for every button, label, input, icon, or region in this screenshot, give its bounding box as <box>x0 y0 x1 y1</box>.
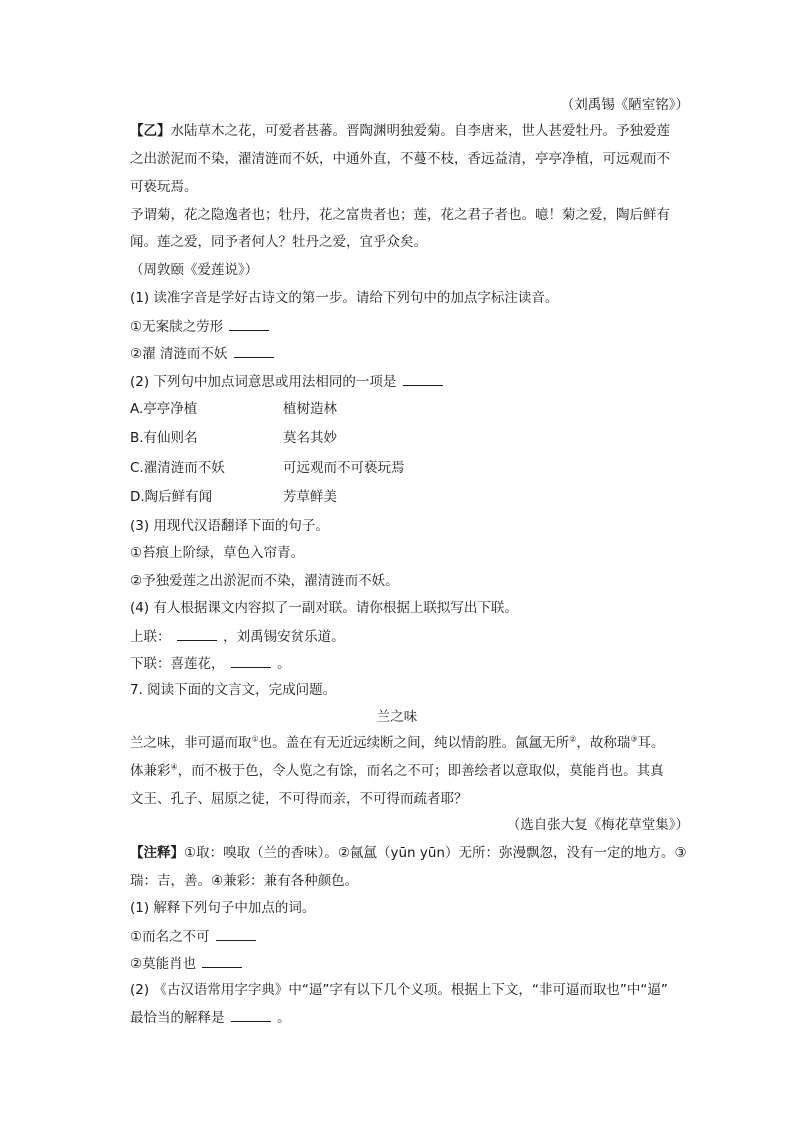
q6-part1-item-b <box>130 343 276 364</box>
q7-part2-prompt: (2) 《古汉语常用字字典》中“逼”字有以下几个义项。根据上下文，“非可逼而取也”中“逼” <box>130 982 668 998</box>
q6-part2-prompt-text: (2) 下列句中加点词意思或用法相同的一项是 <box>130 374 397 390</box>
couplet-lower-pre: 下联：喜莲花， <box>130 656 225 672</box>
passage-yi-line-3: 可亵玩焉。 <box>130 179 198 195</box>
q6-part1-item-a <box>130 316 271 337</box>
q7-part1-item-a-text: ①而名之不可 <box>130 929 210 945</box>
q7-part1-item-b <box>130 953 244 974</box>
option-c-left: C.濯清涟而不妖 <box>130 460 225 476</box>
footnote-marker: ② <box>569 734 577 744</box>
q6-part3-prompt: (3) 用现代汉语翻译下面的句子。 <box>130 518 329 534</box>
passage-lan-text: ，故称瑞 <box>576 735 631 751</box>
q7-part2-answer-pre: 最恰当的解释是 <box>130 1010 225 1026</box>
answer-blank[interactable] <box>216 926 256 941</box>
option-d[interactable] <box>130 487 670 507</box>
answer-blank[interactable] <box>229 316 269 331</box>
passage-yi-line-4: 予谓菊，花之隐逸者也；牡丹，花之富贵者也；莲，花之君子者也。噫！菊之爱，陶后鲜有 <box>130 207 670 223</box>
passage-yi-tag: 【乙】 <box>130 123 171 139</box>
q7-part2-answer-post: 。 <box>277 1010 291 1026</box>
passage-lan-text: 兰之味，非可逼而取 <box>130 735 252 751</box>
couplet-upper-pre: 上联： <box>130 629 171 645</box>
source-ailianshuo: （周敦颐《爱莲说》） <box>130 262 259 278</box>
option-c-right: 可远观而不可亵玩焉 <box>283 460 405 476</box>
option-a[interactable] <box>130 399 670 419</box>
answer-blank[interactable] <box>202 953 242 968</box>
option-b-right: 莫名其妙 <box>283 430 337 446</box>
q6-part4-prompt: (4) 有人根据课文内容拟了一副对联。请你根据上联拟写出下联。 <box>130 600 518 616</box>
q6-part1-prompt: (1) 读准字音是学好古诗文的第一步。请给下列句中的加点字标注读音。 <box>130 290 559 306</box>
q6-part2-prompt <box>130 371 445 392</box>
source-meihua: （选自张大复《梅花草堂集》） <box>506 817 689 833</box>
passage-lan-line-2 <box>130 761 664 781</box>
couplet-upper-post: ，刘禹锡安贫乐道。 <box>223 629 345 645</box>
passage-yi-line-5: 闻。莲之爱，同予者何人？牡丹之爱，宜乎众矣。 <box>130 234 427 250</box>
q7-part1-prompt: (1) 解释下列句子中加点的词。 <box>130 900 316 916</box>
q7-part1-item-a <box>130 926 258 947</box>
passage-lan-text: 也。盖在有无近远续断之间，纯以情韵胜。氤氲无所 <box>258 735 570 751</box>
q7-part1-item-b-text: ②莫能肖也 <box>130 956 197 972</box>
q6-part1-item-b-text: ②濯 清涟而不妖 <box>130 346 228 362</box>
answer-blank[interactable] <box>234 343 274 358</box>
q7-heading: 7. 阅读下面的文言文，完成问题。 <box>130 682 337 698</box>
passage-lan-line-3: 文王、孔子、屈原之徒，不可得而亲，不可得而疏者耶？ <box>130 791 468 807</box>
passage-yi-line-2: 之出淤泥而不染，濯清涟而不妖，中通外直，不蔓不枝，香远益清，亭亭净植，可远观而不 <box>130 151 670 167</box>
q6-part3-item-b: ②予独爱莲之出淤泥而不染，濯清涟而不妖。 <box>130 573 399 589</box>
option-a-left: A.亭亭净植 <box>130 401 198 417</box>
couplet-lower-post: 。 <box>277 656 291 672</box>
q6-part3-item-a: ①苔痕上阶绿，草色入帘青。 <box>130 545 305 561</box>
passage-lan-text: ，而不极于色，令人览之有馀，而名之不可；即善绘者以意取似，莫能肖也。其真 <box>177 763 664 779</box>
passage-yi-line-1 <box>130 121 670 141</box>
footnote-marker: ④ <box>170 762 178 772</box>
passage-title: 兰之味 <box>376 709 418 725</box>
passage-lan-line-1 <box>130 733 665 753</box>
answer-blank[interactable] <box>403 371 443 386</box>
couplet-lower <box>130 653 291 674</box>
passage-yi-text-1: 水陆草木之花，可爱者甚蕃。晋陶渊明独爱菊。自李唐来，世人甚爱牡丹。予独爱莲 <box>170 123 670 139</box>
option-d-right: 芳草鲜美 <box>283 489 337 505</box>
answer-blank[interactable] <box>177 626 217 641</box>
footnote-marker: ③ <box>630 734 638 744</box>
option-b[interactable] <box>130 428 670 448</box>
notes-tag: 【注释】 <box>130 845 184 861</box>
answer-blank[interactable] <box>231 653 271 668</box>
notes-text-1: ①取：嗅取（兰的香味）。②氤氲（yūn yūn）无所：弥漫飘忽，没有一定的地方。③ <box>184 845 687 861</box>
option-a-right: 植树造林 <box>283 401 337 417</box>
notes-line-2: 瑞：吉，善。④兼彩：兼有各种颜色。 <box>130 873 359 889</box>
q6-part1-item-a-text: ①无案牍之劳形 <box>130 319 224 335</box>
source-loushiming: （刘禹锡《陋室铭》） <box>560 97 689 113</box>
notes-line-1 <box>130 843 687 863</box>
q7-part2-answer-line <box>130 1007 291 1028</box>
answer-blank[interactable] <box>231 1007 271 1022</box>
passage-lan-text: 耳。 <box>637 735 665 751</box>
option-c[interactable] <box>130 458 670 478</box>
footnote-marker: ① <box>251 734 259 744</box>
passage-lan-text: 体兼彩 <box>130 763 171 779</box>
option-d-left: D.陶后鲜有闻 <box>130 489 213 505</box>
couplet-upper <box>130 626 345 647</box>
option-b-left: B.有仙则名 <box>130 430 198 446</box>
